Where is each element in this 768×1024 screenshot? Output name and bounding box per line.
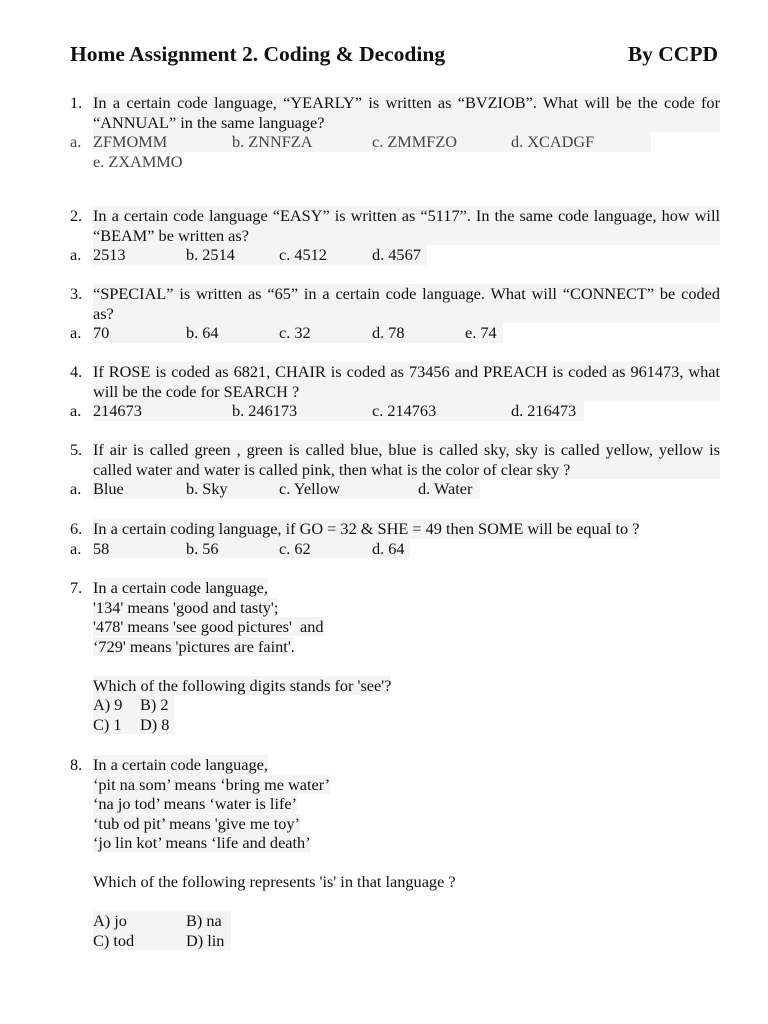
question-text: In a certain coding language, if GO = 32 & SHE = 49 then SOME will be equal to ? — [93, 519, 640, 538]
question-line: ‘jo lin kot’ means ‘life and death’ — [93, 833, 311, 852]
question-line: In a certain code language, — [93, 755, 268, 774]
question-2 — [70, 206, 720, 265]
question-number: 7. — [70, 578, 83, 597]
option-a: 58 — [93, 539, 186, 559]
option-c: c. ZMMFZO — [372, 132, 512, 152]
page-title — [70, 42, 718, 70]
option-c: c. 62 — [279, 539, 372, 559]
question-1 — [70, 93, 720, 171]
options-row-1 — [93, 695, 720, 715]
option-b: b. 64 — [186, 323, 279, 343]
question-text: If ROSE is coded as 6821, CHAIR is coded as 73456 and PREACH is coded as 961473, what will be the code for SEARCH ? — [93, 362, 720, 401]
options-row — [70, 539, 720, 559]
question-text: “SPECIAL” is written as “65” in a certain code language. What will “CONNECT” be coded as? — [93, 284, 720, 323]
option-a: 214673 — [93, 401, 233, 421]
author-label: By CCPD — [627, 42, 718, 66]
question-prompt: Which of the following represents 'is' in that language ? — [93, 872, 456, 891]
options-row-1 — [93, 911, 720, 931]
option-a-label: a. — [70, 323, 82, 342]
option-d: d. Water — [418, 479, 480, 499]
option-c: c. 214763 — [372, 401, 512, 421]
question-line: '134' means 'good and tasty'; — [93, 597, 279, 617]
option-a: A) 9 — [93, 695, 140, 715]
question-text: In a certain code language “EASY” is written as “5117”. In the same code language, how will “BEAM” be written as? — [93, 206, 720, 245]
option-b: B) 2 — [140, 695, 174, 715]
assignment-title: Home Assignment 2. Coding & Decoding — [70, 42, 446, 66]
options-row — [70, 479, 720, 499]
option-d: d. 64 — [372, 539, 410, 559]
option-a: ZFMOMM — [93, 132, 233, 152]
question-line: ‘na jo tod’ means ‘water is life’ — [93, 794, 298, 813]
option-c: C) 1 — [93, 715, 140, 735]
option-d: D) 8 — [140, 715, 174, 735]
options-row — [70, 245, 720, 265]
question-line: ‘tub od pit’ means 'give me toy’ — [93, 813, 301, 833]
question-8 — [70, 755, 720, 950]
option-d: D) lin — [186, 931, 231, 951]
question-text-block — [93, 755, 720, 950]
question-number: 5. — [70, 440, 83, 459]
option-d: d. 4567 — [372, 245, 427, 265]
option-e: e. ZXAMMO — [93, 151, 183, 171]
option-b: b. 2514 — [186, 245, 279, 265]
option-b: b. Sky — [186, 479, 279, 499]
option-a-label: a. — [70, 401, 82, 420]
option-d: d. XCADGF — [511, 132, 651, 152]
question-text-block — [93, 578, 720, 734]
option-b: b. 56 — [186, 539, 279, 559]
option-a: 70 — [93, 323, 186, 343]
question-text: If air is called green , green is called blue, blue is called sky, sky is called yellow, yellow is called water and water is called pink, then what is the color of clear sky ? — [93, 440, 720, 479]
option-a-label: a. — [70, 132, 82, 151]
options-row-2 — [70, 152, 720, 172]
question-5 — [70, 440, 720, 499]
question-7 — [70, 578, 720, 734]
question-prompt: Which of the following digits stands for 'see'? — [93, 675, 392, 695]
question-number: 3. — [70, 284, 83, 303]
option-b: B) na — [186, 911, 231, 931]
options-row-2 — [93, 931, 720, 951]
question-number: 4. — [70, 362, 83, 381]
options-row — [70, 132, 720, 152]
option-c: c. 4512 — [279, 245, 372, 265]
option-b: b. 246173 — [232, 401, 372, 421]
option-d: d. 216473 — [511, 401, 584, 421]
options-row — [70, 401, 720, 421]
question-number: 8. — [70, 755, 83, 774]
question-line: In a certain code language, — [93, 578, 268, 597]
option-c: C) tod — [93, 931, 186, 951]
question-number: 1. — [70, 93, 83, 112]
question-number: 6. — [70, 519, 83, 538]
option-a: A) jo — [93, 911, 186, 931]
option-a: Blue — [93, 479, 186, 499]
options-row-2 — [93, 715, 720, 735]
option-a-label: a. — [70, 538, 82, 558]
option-d: d. 78 — [372, 323, 465, 343]
option-c: c. Yellow — [279, 479, 418, 499]
option-a: 2513 — [93, 245, 186, 265]
option-b: b. ZNNFZA — [232, 132, 372, 152]
question-text: In a certain code language, “YEARLY” is written as “BVZIOB”. What will be the code for “ANNUAL” in the same language? — [93, 93, 720, 132]
question-4 — [70, 362, 720, 421]
question-3 — [70, 284, 720, 343]
question-number: 2. — [70, 206, 83, 225]
option-a-label: a. — [70, 479, 82, 498]
option-e: e. 74 — [465, 323, 503, 343]
option-c: c. 32 — [279, 323, 372, 343]
question-line: ‘pit na som’ means ‘bring me water’ — [93, 774, 331, 794]
options-row — [70, 323, 720, 343]
question-line: '478' means 'see good pictures' and — [93, 617, 324, 636]
question-6 — [70, 519, 720, 558]
option-a-label: a. — [70, 245, 82, 264]
question-line: ‘729' means 'pictures are faint'. — [93, 636, 295, 656]
